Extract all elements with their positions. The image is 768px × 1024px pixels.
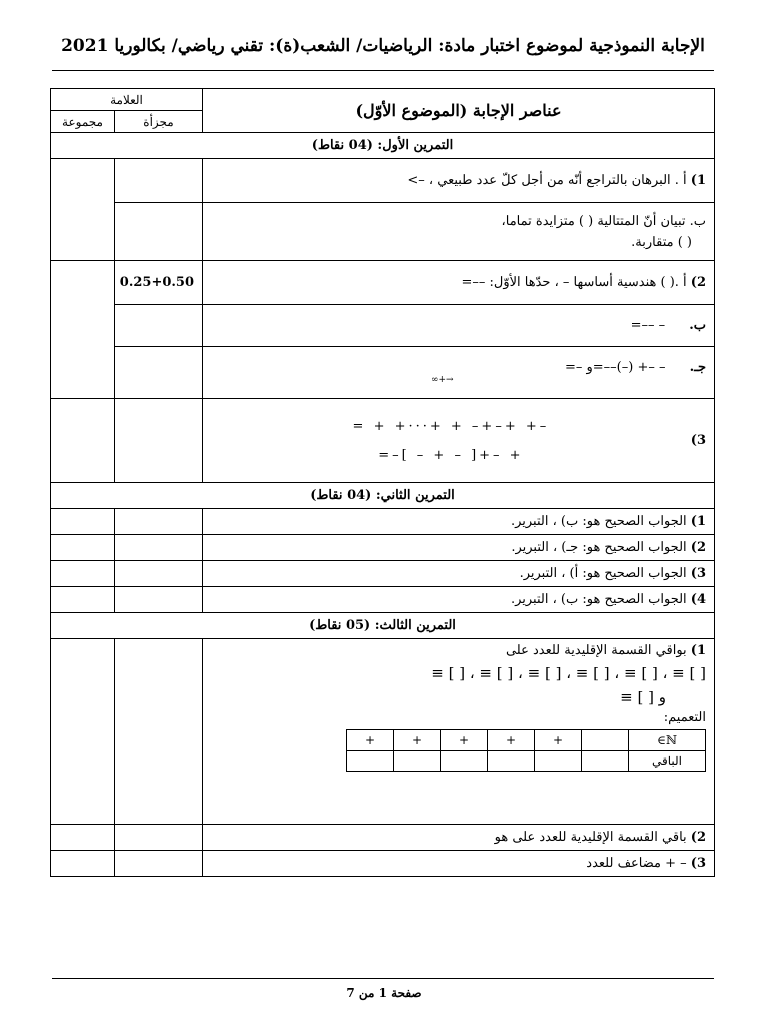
exercise-1-title: التمرين الأول: (04 نقاط) (51, 133, 715, 159)
gen-cell: + (535, 730, 582, 751)
ex1-q3-line1: = + +···+ + –+–+ +– (352, 418, 550, 434)
ex1-q3 (203, 399, 715, 483)
gen-cell (347, 751, 394, 772)
page-number: صفحة 1 من 7 (346, 986, 422, 1000)
ex1-q3-partial (115, 399, 203, 483)
ex1-q2c (203, 347, 715, 399)
ex1-q2c-math: =– و=––(–) +– – (564, 360, 666, 375)
ex1-q2b-label: ب. (689, 318, 706, 333)
ex2-item-3-number: 3) (690, 566, 706, 581)
ex3-q3-number: 3) (690, 856, 706, 871)
ex1-q3-total (51, 399, 115, 483)
ex1-q2-total (51, 261, 115, 399)
ex3-q2-total (51, 825, 115, 851)
ex3-q1-mod-last: و [ ] ≡ (620, 688, 666, 706)
ex3-q2 (203, 825, 715, 851)
ex2-item-3-partial (115, 561, 203, 587)
ex1-q2b-math: =–– – (630, 318, 666, 333)
ex1-q1-total (51, 159, 115, 261)
gen-cell: + (488, 730, 535, 751)
gen-cell (582, 730, 629, 751)
ex2-item-1-total (51, 509, 115, 535)
ex1-q2c-limit: →+∞ (431, 375, 454, 385)
ex2-item-2-total (51, 535, 115, 561)
ex1-q2b (203, 305, 715, 347)
footer-rule (52, 978, 714, 979)
ex1-q2a (203, 261, 715, 305)
ex1-q1b-partial (115, 203, 203, 261)
ex2-item-2-partial (115, 535, 203, 561)
ex1-q2c-partial (115, 347, 203, 399)
ex2-item-2-text: الجواب الصحيح هو: جـ) ، التبرير. (511, 540, 687, 555)
ex2-item-2-number: 2) (690, 540, 706, 555)
ex2-item-4-partial (115, 587, 203, 613)
ex3-generalization-label: التعميم: (663, 710, 706, 725)
ex1-q3-line2: =–[ – + – ]+– + (378, 447, 524, 463)
ex2-item-1-text: الجواب الصحيح هو: ب) ، التبرير. (510, 514, 687, 529)
ex1-q2a-number: 2) (690, 275, 706, 290)
ex2-item-1-partial (115, 509, 203, 535)
gen-row2-label: الباقي (629, 751, 706, 772)
grade-header: العلامة (51, 89, 203, 111)
gen-cell (535, 751, 582, 772)
ex2-item-4-total (51, 587, 115, 613)
gen-cell: + (347, 730, 394, 751)
ex2-item-4-number: 4) (690, 592, 706, 607)
table-title: عناصر الإجابة (الموضوع الأوّل) (203, 89, 715, 133)
ex1-q1a (203, 159, 715, 203)
ex1-q2b-partial (115, 305, 203, 347)
ex3-q2-number: 2) (690, 830, 706, 845)
ex3-q1 (203, 639, 715, 825)
ex2-item (203, 587, 715, 613)
ex1-q2a-partial: 0.25+0.50 (115, 261, 203, 305)
ex1-q3-number: 3) (690, 433, 706, 448)
ex3-q1-partial (115, 639, 203, 825)
gen-cell (582, 751, 629, 772)
ex2-item (203, 509, 715, 535)
ex3-q3-text: – + مضاعف للعدد (586, 856, 687, 871)
ex1-q1b (203, 203, 715, 261)
gen-cell (441, 751, 488, 772)
ex3-q1-mods: ≡ [ ] ، ≡ [ ] ، ≡ [ ] ، ≡ [ ] ، ≡ [ ] ، ≡ [ ] (431, 664, 706, 682)
ex2-item (203, 535, 715, 561)
gen-row1-label: ∈ℕ (629, 730, 706, 751)
ex2-item-3-text: الجواب الصحيح هو: أ) ، التبرير. (519, 566, 687, 581)
ex1-q1b-line1: ب. تبيان أنّ المتتالية ( ) متزايدة تماما، (501, 213, 706, 229)
ex3-q2-partial (115, 825, 203, 851)
partial-grade-header: مجزأة (115, 111, 203, 133)
answer-table (50, 88, 715, 877)
ex2-item-3-total (51, 561, 115, 587)
exercise-3-title: التمرين الثالث: (05 نقاط) (51, 613, 715, 639)
total-grade-header: مجموعة (51, 111, 115, 133)
ex3-q3-total (51, 851, 115, 877)
ex2-item-1-number: 1) (690, 514, 706, 529)
generalization-table (346, 729, 706, 772)
ex2-item-4-text: الجواب الصحيح هو: ب) ، التبرير. (510, 592, 687, 607)
ex3-q2-text: باقي القسمة الإقليدية للعدد على هو (494, 830, 687, 845)
document-header: الإجابة النموذجية لموضوع اختبار مادة: الرياضيات/ الشعب(ة): تقني رياضي/ بكالوريا 2021 (61, 36, 705, 56)
ex3-q1-number: 1) (690, 643, 706, 658)
ex1-q1a-number: 1) (690, 173, 706, 188)
ex1-q2c-label: جـ. (689, 360, 706, 375)
ex3-q3-partial (115, 851, 203, 877)
ex1-q1b-line2: ( ) متقاربة. (631, 234, 692, 250)
gen-cell (394, 751, 441, 772)
ex1-q1a-text: أ . البرهان بالتراجع أنّه من أجل كلّ عدد طبيعي ، –> (407, 173, 687, 188)
header-rule (52, 70, 714, 71)
ex1-q2a-text: أ .( ) هندسية أساسها – ، حدّها الأوّل: ––= (461, 275, 687, 290)
ex3-q1-total (51, 639, 115, 825)
exercise-2-title: التمرين الثاني: (04 نقاط) (51, 483, 715, 509)
gen-cell: + (394, 730, 441, 751)
gen-cell: + (441, 730, 488, 751)
ex2-item (203, 561, 715, 587)
gen-cell (488, 751, 535, 772)
ex3-q3 (203, 851, 715, 877)
ex1-q1a-partial (115, 159, 203, 203)
ex3-q1-text: بواقي القسمة الإقليدية للعدد على (505, 643, 687, 658)
